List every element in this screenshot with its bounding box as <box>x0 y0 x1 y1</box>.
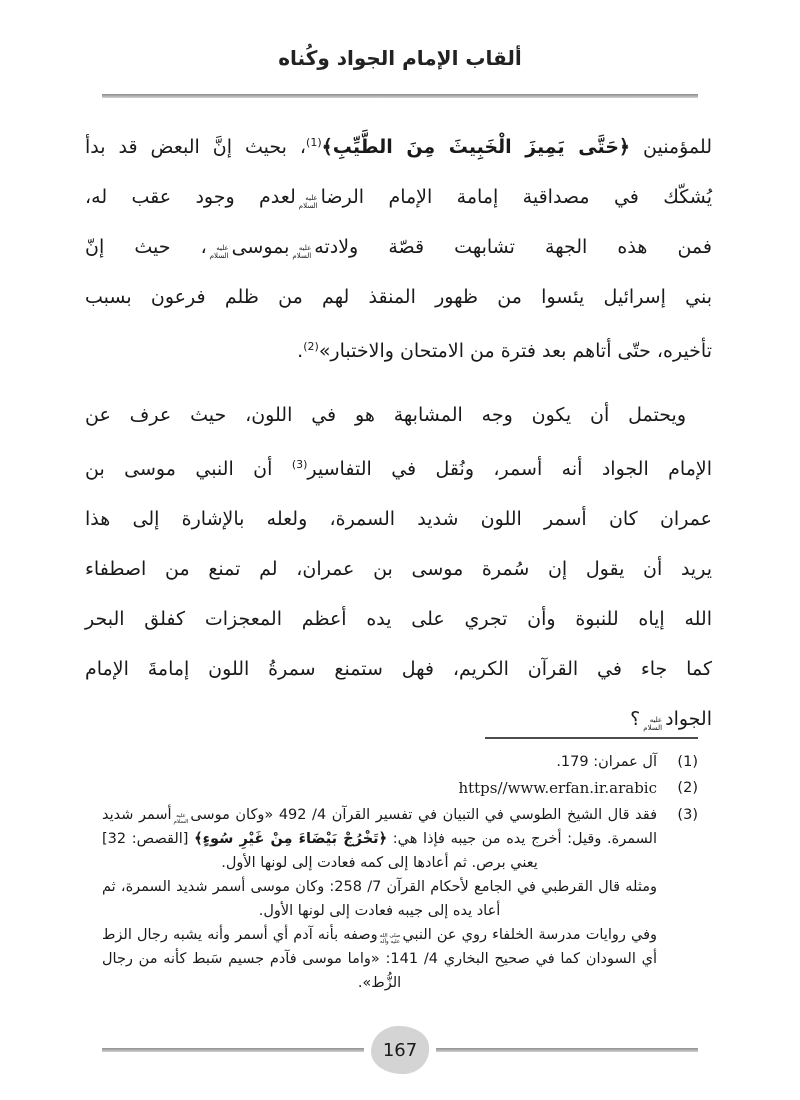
text-run: أسمر شديد السمرة. وقيل: أخرج يده من جيبه فإذا هي: <box>102 807 657 847</box>
text-run: عمران كان أسمر اللون شديد السمرة، ولعله بالإشارة إلى هذا <box>85 508 712 530</box>
footnote-url-text: https//www.erfan.ir.arabic <box>458 779 657 797</box>
paragraph-1 <box>85 118 712 376</box>
text-run: [القصص: 32] يعني برص. ثم أعادها إلى كمه فعادت إلى لونها الأول. <box>102 831 538 871</box>
footnote-item-3 <box>102 803 698 995</box>
footnote-paragraph <box>102 923 657 995</box>
footnote-separator <box>485 737 698 739</box>
page-footer <box>102 1026 698 1074</box>
main-text-line <box>85 440 712 494</box>
footnote-paragraph <box>102 750 657 774</box>
header-rule <box>102 94 698 98</box>
text-run: ، حيث إنّ <box>85 236 207 258</box>
text-run: ويحتمل أن يكون وجه المشابهة هو في اللون، حيث عرف عن <box>85 404 686 426</box>
footnote-marker: (1) <box>677 754 698 770</box>
main-text-line <box>85 494 712 544</box>
footnote-ref-superscript: (1) <box>306 136 322 149</box>
text-run: ، بحيث إنَّ البعض قد بدأ <box>85 136 307 158</box>
main-text-line <box>85 272 712 322</box>
alayhi-salam-symbol: عليه السلام <box>298 193 318 210</box>
main-text-line <box>85 544 712 594</box>
text-run: الجواد <box>665 708 712 730</box>
footnote-item-2 <box>102 776 698 801</box>
footnote-text <box>102 803 657 995</box>
text-run: الله إياه للنبوة وأن تجري على يده أعظم المعجزات كفلق البحر <box>85 608 712 630</box>
text-run: . <box>297 340 304 362</box>
footnote-item-1 <box>102 750 698 774</box>
footnote-paragraph <box>102 803 657 875</box>
main-text-line <box>85 390 712 440</box>
page-title: ألقاب الإمام الجواد وكُناه <box>278 46 522 70</box>
main-text-line <box>85 322 712 376</box>
text-run: بني إسرائيل يئسوا من ظهور المنقذ لهم من ظلم فرعون بسبب <box>85 286 712 308</box>
footnote-text <box>102 750 657 774</box>
text-run: ؟ <box>630 708 641 730</box>
text-run: بموسى <box>231 236 290 258</box>
main-text <box>85 118 712 744</box>
text-run: يُشكّك في مصداقية إمامة الإمام الرضا <box>320 186 712 208</box>
alayhi-salam-symbol: عليه السلام <box>173 812 189 825</box>
salawat-symbol: صلى الله عليه وآله <box>379 932 401 945</box>
main-text-line <box>85 594 712 644</box>
alayhi-salam-symbol: عليه السلام <box>209 243 229 260</box>
page-header <box>0 46 800 70</box>
text-run: تأخيره، حتّى أتاهم بعد فترة من الامتحان والاختبار» <box>318 340 712 362</box>
footer-rule-left <box>102 1048 364 1052</box>
text-run: وفي روايات مدرسة الخلفاء روي عن النبي <box>402 927 658 943</box>
footnote-paragraph <box>102 776 657 801</box>
text-run: للمؤمنين <box>630 136 712 158</box>
main-text-line <box>85 172 712 222</box>
main-text-line <box>85 118 712 172</box>
footnote-paragraph <box>102 875 657 923</box>
page-number: 167 <box>382 1039 418 1061</box>
footnote-ref-superscript: (3) <box>291 458 308 471</box>
text-run: كما جاء في القرآن الكريم، فهل ستمنع سمرةُ اللون إمامةَ الإمام <box>85 658 712 680</box>
alayhi-salam-symbol: عليه السلام <box>292 243 312 260</box>
text-run: وصفه بأنه آدم أي أسمر وأنه يشبه رجال الزط أي السودان كما في صحيح البخاري 4/ 141: «واما موسى فآدم جسيم سَبط كأنه من رجال الزُّط». <box>102 927 657 991</box>
page-number-badge <box>371 1026 429 1074</box>
text-run: يريد أن يقول إن سُمرة موسى بن عمران، لم تمنع من اصطفاء <box>85 558 712 580</box>
footnote-text <box>102 776 657 801</box>
main-text-line <box>85 644 712 694</box>
text-run: فقد قال الشيخ الطوسي في التبيان في تفسير القرآن 4/ 492 «وكان موسى <box>190 807 657 823</box>
paragraph-2 <box>85 390 712 744</box>
text-run: آل عمران: 179. <box>556 754 657 770</box>
footnotes-section <box>102 750 698 997</box>
quran-verse: ﴿تَخْرُجْ بَيْضَاءَ مِنْ غَيْرِ سُوءٍ﴾ <box>194 831 388 847</box>
alayhi-salam-symbol: عليه السلام <box>643 715 663 732</box>
footnote-marker: (2) <box>677 780 698 796</box>
text-run: فمن هذه الجهة تشابهت قصّة ولادته <box>314 236 712 258</box>
quran-verse: ﴿حَتَّى يَمِيزَ الْخَبِيثَ مِنَ الطَّيِّبِ﴾ <box>321 136 631 158</box>
main-text-line <box>85 222 712 272</box>
text-run: لعدم وجود عقب له، <box>85 186 296 208</box>
footer-rule-right <box>436 1048 698 1052</box>
text-run: الإمام الجواد أنه أسمر، ونُقل في التفاسير <box>307 458 712 480</box>
footnote-ref-superscript: (2) <box>303 340 319 353</box>
footnote-marker: (3) <box>677 807 698 823</box>
text-run: أن النبي موسى بن <box>85 458 292 480</box>
text-run: ومثله قال القرطبي في الجامع لأحكام القرآن 7/ 258: وكان موسى أسمر شديد السمرة، ثم أعاد يده إلى جيبه فعادت إلى لونها الأول. <box>102 879 657 919</box>
